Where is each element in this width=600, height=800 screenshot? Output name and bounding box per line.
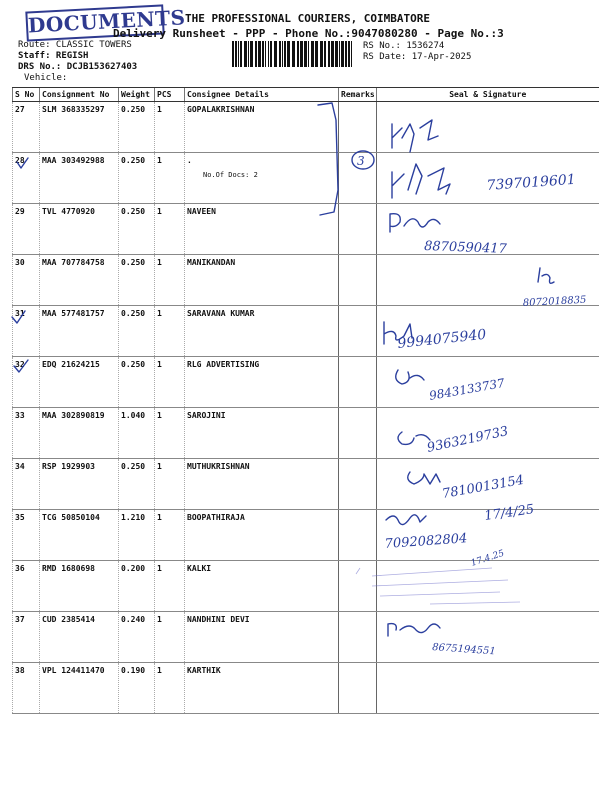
signature-cell bbox=[377, 255, 599, 306]
date-37: 17.4.25 bbox=[469, 548, 506, 569]
barcode-bar bbox=[248, 41, 249, 67]
runsheet-table bbox=[12, 87, 599, 714]
weight-cell: 0.200 bbox=[119, 561, 155, 612]
phone-29: 7397019601 bbox=[486, 171, 577, 194]
consignee-cell: MANIKANDAN bbox=[185, 255, 339, 306]
signature-cell bbox=[377, 408, 599, 459]
route-label: Route: CLASSIC TOWERS bbox=[18, 40, 132, 50]
consignee-cell: KARTHIK bbox=[185, 663, 339, 714]
pcs-cell: 1 bbox=[155, 306, 185, 357]
sno-cell: 34 bbox=[13, 459, 40, 510]
table-row bbox=[13, 510, 599, 561]
consignment-cell: RSP 1929903 bbox=[40, 459, 119, 510]
consignee-cell: NANDHINI DEVI bbox=[185, 612, 339, 663]
pcs-cell: 1 bbox=[155, 357, 185, 408]
staff-label: Staff: REGISH bbox=[18, 51, 89, 61]
barcode-bar bbox=[282, 41, 283, 67]
sno-cell: 29 bbox=[13, 204, 40, 255]
barcode-bar bbox=[258, 41, 261, 67]
col-consignee: Consignee Details bbox=[185, 88, 339, 102]
docs-count: No.Of Docs: 2 bbox=[203, 171, 258, 179]
consignee-cell: . No.Of Docs: 2 bbox=[185, 153, 339, 204]
table-header-row bbox=[13, 88, 599, 102]
weight-cell: 0.250 bbox=[119, 153, 155, 204]
barcode-bar bbox=[232, 41, 234, 67]
phone-38: 8675194551 bbox=[431, 642, 497, 658]
runsheet-subtitle: Delivery Runsheet - PPP - Phone No.:9047080280 - Page No.:3 bbox=[113, 27, 504, 40]
consignee-cell: SARAVANA KUMAR bbox=[185, 306, 339, 357]
weight-cell: 1.210 bbox=[119, 510, 155, 561]
signature-cell bbox=[377, 306, 599, 357]
barcode-bar bbox=[345, 41, 347, 67]
barcode-bar bbox=[328, 41, 330, 67]
phone-33: 9843133737 bbox=[428, 375, 506, 403]
weight-cell: 0.250 bbox=[119, 459, 155, 510]
documents-stamp: DOCUMENTS bbox=[25, 4, 164, 41]
consignment-cell: RMD 1680698 bbox=[40, 561, 119, 612]
table-row bbox=[13, 612, 599, 663]
phone-31: 8072018835 bbox=[522, 294, 587, 309]
sno-cell: 27 bbox=[13, 102, 40, 153]
consignee-cell: MUTHUKRISHNAN bbox=[185, 459, 339, 510]
consignment-cell: TCG 50850104 bbox=[40, 510, 119, 561]
weight-cell: 0.240 bbox=[119, 612, 155, 663]
rs-number: RS No.: 1536274 bbox=[363, 41, 445, 51]
weight-cell: 0.190 bbox=[119, 663, 155, 714]
consignee-cell: BOOPATHIRAJA bbox=[185, 510, 339, 561]
pcs-cell: 1 bbox=[155, 255, 185, 306]
barcode-bar bbox=[235, 41, 237, 67]
remarks-cell bbox=[339, 408, 377, 459]
consignment-cell: EDQ 21624215 bbox=[40, 357, 119, 408]
table-row bbox=[13, 204, 599, 255]
phone-35: 7810013154 bbox=[441, 472, 526, 502]
weight-cell: 0.250 bbox=[119, 306, 155, 357]
table-row bbox=[13, 408, 599, 459]
consignment-cell: MAA 707784758 bbox=[40, 255, 119, 306]
barcode-bar bbox=[270, 41, 272, 67]
barcode-bar bbox=[315, 41, 318, 67]
barcode-bar bbox=[279, 41, 281, 67]
col-weight: Weight bbox=[119, 88, 155, 102]
pcs-cell: 1 bbox=[155, 459, 185, 510]
pcs-cell: 1 bbox=[155, 153, 185, 204]
consignment-cell: CUD 2385414 bbox=[40, 612, 119, 663]
phone-34: 9363219733 bbox=[425, 424, 510, 456]
pcs-cell: 1 bbox=[155, 663, 185, 714]
table-row bbox=[13, 255, 599, 306]
sno-cell: 33 bbox=[13, 408, 40, 459]
barcode-bar bbox=[297, 41, 299, 67]
col-consignment: Consignment No bbox=[40, 88, 119, 102]
col-pcs: PCS bbox=[155, 88, 185, 102]
pcs-cell: 1 bbox=[155, 102, 185, 153]
pcs-cell: 1 bbox=[155, 408, 185, 459]
barcode-bar bbox=[331, 41, 334, 67]
consignment-cell: MAA 303492988 bbox=[40, 153, 119, 204]
pcs-cell: 1 bbox=[155, 510, 185, 561]
sno-cell: 36 bbox=[13, 561, 40, 612]
sno-cell: 30 bbox=[13, 255, 40, 306]
remarks-cell bbox=[339, 612, 377, 663]
barcode-bar bbox=[265, 41, 266, 67]
consignee-cell: NAVEEN bbox=[185, 204, 339, 255]
signature-cell bbox=[377, 102, 599, 153]
pcs-cell: 1 bbox=[155, 561, 185, 612]
pcs-cell: 1 bbox=[155, 612, 185, 663]
signature-cell bbox=[377, 153, 599, 204]
remarks-cell bbox=[339, 102, 377, 153]
barcode-bar bbox=[255, 41, 257, 67]
col-sno: S No bbox=[13, 88, 40, 102]
barcode-bar bbox=[308, 41, 309, 67]
barcode-bar bbox=[300, 41, 303, 67]
barcode-bar bbox=[274, 41, 277, 67]
col-remarks: Remarks bbox=[339, 88, 377, 102]
barcode bbox=[232, 41, 356, 67]
barcode-bar bbox=[311, 41, 314, 67]
sno-cell: 28 bbox=[13, 153, 40, 204]
remarks-cell bbox=[339, 459, 377, 510]
remarks-cell bbox=[339, 306, 377, 357]
sno-cell: 35 bbox=[13, 510, 40, 561]
sno-cell: 38 bbox=[13, 663, 40, 714]
barcode-bar bbox=[268, 41, 269, 67]
sno-cell: 31 bbox=[13, 306, 40, 357]
consignment-cell: TVL 4770920 bbox=[40, 204, 119, 255]
barcode-bar bbox=[238, 41, 239, 67]
barcode-bar bbox=[304, 41, 307, 67]
table-row bbox=[13, 306, 599, 357]
barcode-bar bbox=[244, 41, 247, 67]
barcode-bar bbox=[348, 41, 350, 67]
consignee-cell: KALKI bbox=[185, 561, 339, 612]
table-row bbox=[13, 357, 599, 408]
barcode-bar bbox=[320, 41, 323, 67]
signature-cell bbox=[377, 561, 599, 612]
barcode-bar bbox=[339, 41, 340, 67]
remarks-cell bbox=[339, 357, 377, 408]
weight-cell: 0.250 bbox=[119, 357, 155, 408]
signature-cell bbox=[377, 459, 599, 510]
company-title: THE PROFESSIONAL COURIERS, COIMBATORE bbox=[185, 12, 431, 25]
consignment-cell: VPL 124411470 bbox=[40, 663, 119, 714]
pcs-cell: 1 bbox=[155, 204, 185, 255]
phone-30: 8870590417 bbox=[423, 239, 508, 257]
weight-cell: 1.040 bbox=[119, 408, 155, 459]
sno-cell: 37 bbox=[13, 612, 40, 663]
barcode-bar bbox=[250, 41, 253, 67]
table-row bbox=[13, 561, 599, 612]
consignee-cell: RLG ADVERTISING bbox=[185, 357, 339, 408]
remarks-cell bbox=[339, 561, 377, 612]
signature-cell bbox=[377, 204, 599, 255]
remarks-cell bbox=[339, 153, 377, 204]
table-row bbox=[13, 102, 599, 153]
remarks-cell bbox=[339, 510, 377, 561]
remarks-cell bbox=[339, 663, 377, 714]
date-35: 17/4/25 bbox=[483, 502, 536, 524]
consignment-cell: MAA 302890819 bbox=[40, 408, 119, 459]
weight-cell: 0.250 bbox=[119, 255, 155, 306]
phone-32: 9994075940 bbox=[396, 326, 488, 352]
table-row bbox=[13, 459, 599, 510]
signature-cell bbox=[377, 612, 599, 663]
barcode-bar bbox=[284, 41, 286, 67]
sno-cell: 32 bbox=[13, 357, 40, 408]
barcode-bar bbox=[240, 41, 242, 67]
remarks-cell bbox=[339, 255, 377, 306]
weight-cell: 0.250 bbox=[119, 102, 155, 153]
barcode-bar bbox=[287, 41, 290, 67]
remarks-cell bbox=[339, 204, 377, 255]
phone-36: 7092082804 bbox=[384, 531, 468, 552]
rs-date: RS Date: 17-Apr-2025 bbox=[363, 52, 472, 62]
vehicle-label: Vehicle: bbox=[24, 73, 68, 83]
table-row bbox=[13, 663, 599, 714]
barcode-bar bbox=[324, 41, 326, 67]
consignee-cell: GOPALAKRISHNAN bbox=[185, 102, 339, 153]
drs-number: DRS No.: DCJB153627403 bbox=[18, 62, 138, 72]
barcode-bar bbox=[335, 41, 338, 67]
barcode-bar bbox=[262, 41, 264, 67]
signature-cell bbox=[377, 663, 599, 714]
bracket-count: 3 bbox=[357, 154, 365, 168]
consignee-cell: SAROJINI bbox=[185, 408, 339, 459]
barcode-bar bbox=[292, 41, 295, 67]
barcode-bar bbox=[341, 41, 344, 67]
col-signature: Seal & Signature bbox=[377, 88, 599, 102]
consignment-cell: SLM 368335297 bbox=[40, 102, 119, 153]
signature-cell bbox=[377, 510, 599, 561]
consignment-cell: MAA 577481757 bbox=[40, 306, 119, 357]
barcode-bar bbox=[351, 41, 352, 67]
signature-cell bbox=[377, 357, 599, 408]
table-row bbox=[13, 153, 599, 204]
weight-cell: 0.250 bbox=[119, 204, 155, 255]
